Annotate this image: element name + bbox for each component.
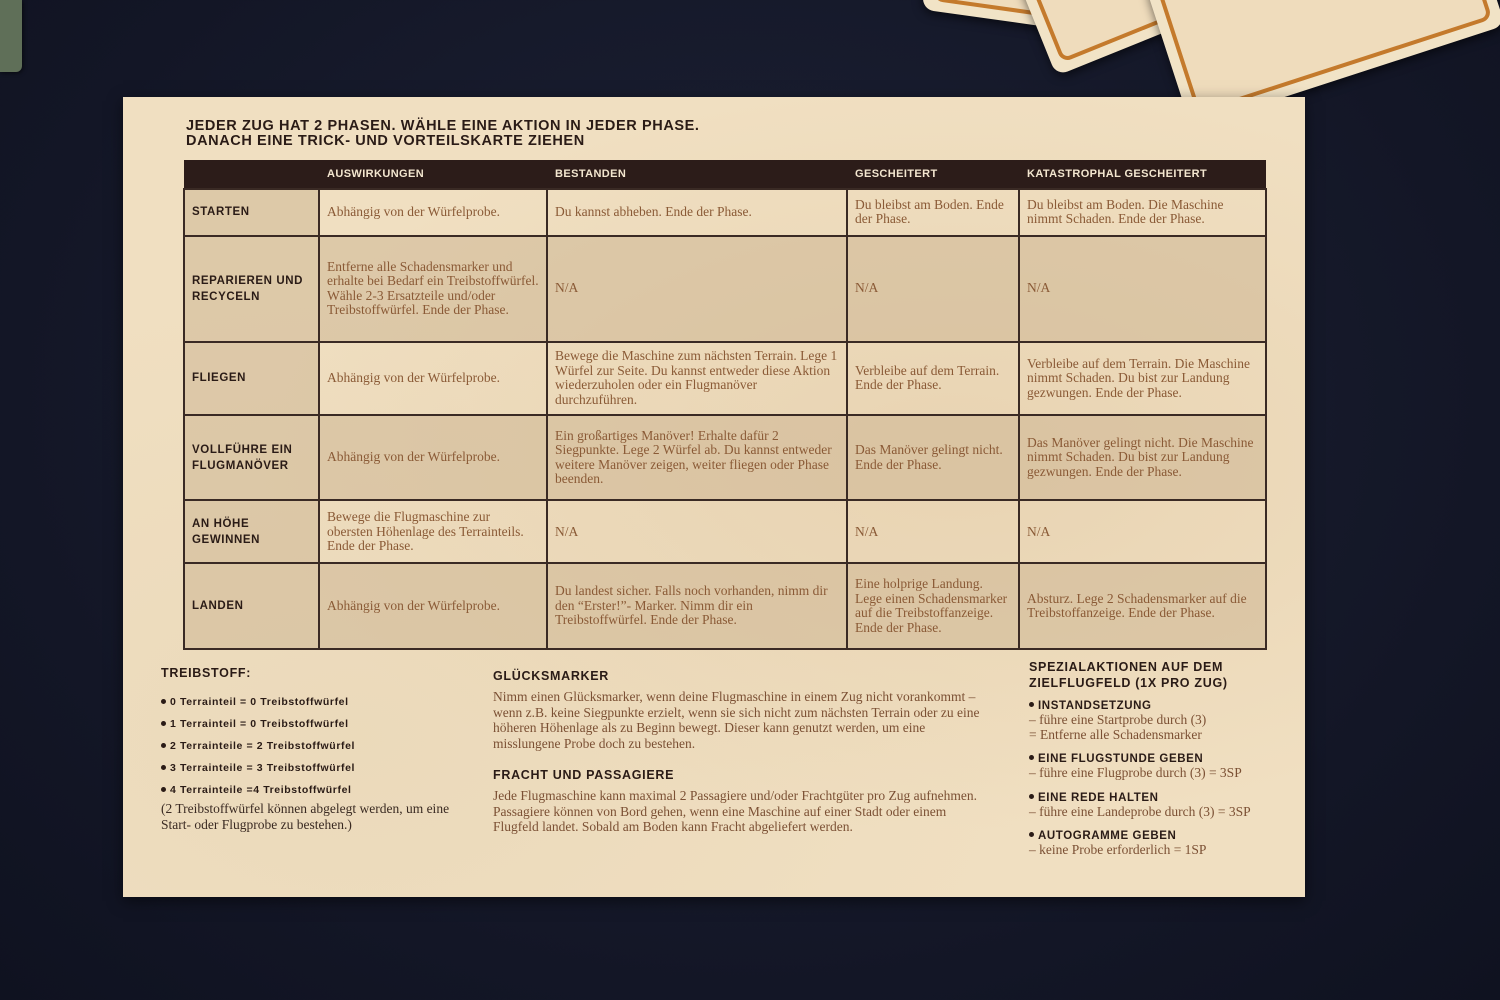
catastrophic-cell: Verbleibe auf dem Terrain. Die Maschine nimmt Schaden. Du bist zur Landung gezwungen. Ende der Phase. <box>1019 342 1266 415</box>
row-label: STARTEN <box>184 189 319 236</box>
effects-cell: Abhängig von der Würfelprobe. <box>319 563 547 649</box>
sheet-header <box>186 119 1186 149</box>
bullet-icon <box>161 699 166 704</box>
passed-cell: Du kannst abheben. Ende der Phase. <box>547 189 847 236</box>
effects-cell: Abhängig von der Würfelprobe. <box>319 342 547 415</box>
effects-cell: Bewege die Flugmaschine zur obersten Höhenlage des Terrainteils. Ende der Phase. <box>319 500 547 563</box>
fuel-item-text: 2 Terrainteile = 2 Treibstoffwürfel <box>170 740 356 752</box>
passed-cell: Bewege die Maschine zum nächsten Terrain. Lege 1 Würfel zur Seite. Du kannst entweder diese Aktion wiederzuholen oder ein Flugmanöver durchzuführen. <box>547 342 847 415</box>
column-header-effects: AUSWIRKUNGEN <box>319 160 547 189</box>
fuel-item-text: 0 Terrainteil = 0 Treibstoffwürfel <box>170 696 349 708</box>
row-label: AN HÖHE GEWINNEN <box>184 500 319 563</box>
table-header-row <box>184 160 1266 189</box>
list-item <box>1029 699 1304 742</box>
fuel-note: (2 Treibstoffwürfel können abgelegt werden, um eine Start- oder Flugprobe zu bestehen.) <box>161 801 450 832</box>
special-actions-section <box>1029 659 1304 858</box>
row-label: REPARIEREN UND RECYCELN <box>184 236 319 342</box>
special-item-title: EINE FLUGSTUNDE GEBEN <box>1038 753 1204 765</box>
card-deck-edge <box>0 0 22 72</box>
special-title-line-1: SPEZIALAKTIONEN AUF DEM <box>1029 660 1224 674</box>
list-item <box>161 713 461 735</box>
fuel-item-text: 1 Terrainteil = 0 Treibstoffwürfel <box>170 718 349 730</box>
catastrophic-cell: Du bleibst am Boden. Die Maschine nimmt Schaden. Ende der Phase. <box>1019 189 1266 236</box>
table-row <box>184 563 1266 649</box>
middle-section <box>493 665 988 835</box>
header-line-2: DANACH EINE TRICK- UND VORTEILSKARTE ZIEHEN <box>186 133 585 149</box>
special-title-line-2: ZIELFLUGFELD (1X PRO ZUG) <box>1029 676 1228 690</box>
fuel-section <box>161 665 461 832</box>
passed-cell: Du landest sicher. Falls noch vorhanden, nimm dir den “Erster!”- Marker. Nimm dir ein Treibstoffwürfel. Ende der Phase. <box>547 563 847 649</box>
fuel-title: TREIBSTOFF: <box>161 666 252 680</box>
luck-title: GLÜCKSMARKER <box>493 669 610 683</box>
fuel-item-text: 4 Terrainteile =4 Treibstoffwürfel <box>170 784 352 796</box>
effects-cell: Abhängig von der Würfelprobe. <box>319 189 547 236</box>
bullet-icon <box>1029 702 1034 707</box>
table-row <box>184 500 1266 563</box>
special-item-title: AUTOGRAMME GEBEN <box>1038 830 1177 842</box>
bullet-icon <box>1029 832 1034 837</box>
special-item-title: EINE REDE HALTEN <box>1038 791 1159 804</box>
special-item-title: INSTANDSETZUNG <box>1038 700 1152 712</box>
row-label: VOLLFÜHRE EIN FLUGMANÖVER <box>184 415 319 500</box>
list-item <box>1029 752 1304 781</box>
special-item-line: = Entferne alle Schadensmarker <box>1029 726 1202 742</box>
failed-cell: N/A <box>847 236 1019 342</box>
special-item-line: – führe eine Landeprobe durch (3) = 3SP <box>1029 803 1251 819</box>
luck-text: Nimm einen Glücksmarker, wenn deine Flugmaschine in einem Zug nicht vorankommt – wenn z.B. keine Siegpunkte erzielt, wenn sie sich nicht zum nächsten Terrain oder zu eine höheren Höhenlage als zu Beginn bewegt. Dieser kann genutzt werden, um eine misslungene Probe doch zu bestehen. <box>493 689 980 751</box>
catastrophic-cell: N/A <box>1019 500 1266 563</box>
catastrophic-cell: Das Manöver gelingt nicht. Die Maschine nimmt Schaden. Du bist zur Landung gezwungen. Ende der Phase. <box>1019 415 1266 500</box>
failed-cell: Du bleibst am Boden. Ende der Phase. <box>847 189 1019 236</box>
catastrophic-cell: N/A <box>1019 236 1266 342</box>
passed-cell: N/A <box>547 236 847 342</box>
row-label: FLIEGEN <box>184 342 319 415</box>
fuel-list <box>161 691 461 801</box>
table-row <box>184 415 1266 500</box>
failed-cell: N/A <box>847 500 1019 563</box>
list-item <box>161 735 461 757</box>
list-item <box>1029 829 1304 858</box>
cargo-text: Jede Flugmaschine kann maximal 2 Passagiere und/oder Frachtgüter pro Zug aufnehmen. Passagiere können von Bord gehen, wenn eine Maschine auf einer Stadt oder einem Flugfeld landet. Sobald am Boden kann Fracht abgeliefert werden. <box>493 788 977 834</box>
header-line-1: JEDER ZUG HAT 2 PHASEN. WÄHLE EINE AKTION IN JEDER PHASE. <box>186 118 700 134</box>
table-row <box>184 342 1266 415</box>
list-item <box>161 691 461 713</box>
table-row <box>184 189 1266 236</box>
list-item <box>161 757 461 779</box>
failed-cell: Verbleibe auf dem Terrain. Ende der Phase. <box>847 342 1019 415</box>
special-item-line: – führe eine Flugprobe durch (3) = 3SP <box>1029 765 1242 780</box>
column-header-passed: BESTANDEN <box>547 160 847 189</box>
bullet-icon <box>161 743 166 748</box>
passed-cell: N/A <box>547 500 847 563</box>
bullet-icon <box>161 721 166 726</box>
special-item-line: – keine Probe erforderlich = 1SP <box>1029 842 1207 857</box>
catastrophic-cell: Absturz. Lege 2 Schadensmarker auf die Treibstoffanzeige. Ende der Phase. <box>1019 563 1266 649</box>
effects-cell: Entferne alle Schadensmarker und erhalte bei Bedarf ein Treibstoffwürfel. Wähle 2-3 Ersatzteile und/oder Treibstoffwürfel. Ende der Phase. <box>319 236 547 342</box>
table-row <box>184 236 1266 342</box>
row-label: LANDEN <box>184 563 319 649</box>
list-item <box>161 779 461 801</box>
column-header-failed: GESCHEITERT <box>847 160 1019 189</box>
passed-cell: Ein großartiges Manöver! Erhalte dafür 2 Siegpunkte. Lege 2 Würfel ab. Du kannst entweder weitere Manöver zeigen, weiter fliegen oder Phase beenden. <box>547 415 847 500</box>
column-header <box>184 160 319 189</box>
failed-cell: Das Manöver gelingt nicht. Ende der Phase. <box>847 415 1019 500</box>
fuel-item-text: 3 Terrainteile = 3 Treibstoffwürfel <box>170 762 356 774</box>
cargo-title: FRACHT UND PASSAGIERE <box>493 768 675 782</box>
bullet-icon <box>1029 755 1034 760</box>
failed-cell: Eine holprige Landung. Lege einen Schadensmarker auf die Treibstoffanzeige. Ende der Phase. <box>847 563 1019 649</box>
special-item-line: – führe eine Startprobe durch (3) <box>1029 712 1207 727</box>
actions-table <box>183 160 1267 650</box>
effects-cell: Abhängig von der Würfelprobe. <box>319 415 547 500</box>
bullet-icon <box>161 765 166 770</box>
player-aid-sheet <box>123 97 1305 897</box>
column-header-catastrophic: KATASTROPHAL GESCHEITERT <box>1019 160 1266 189</box>
bullet-icon <box>1029 794 1034 799</box>
bullet-icon <box>161 787 166 792</box>
list-item <box>1029 791 1304 820</box>
